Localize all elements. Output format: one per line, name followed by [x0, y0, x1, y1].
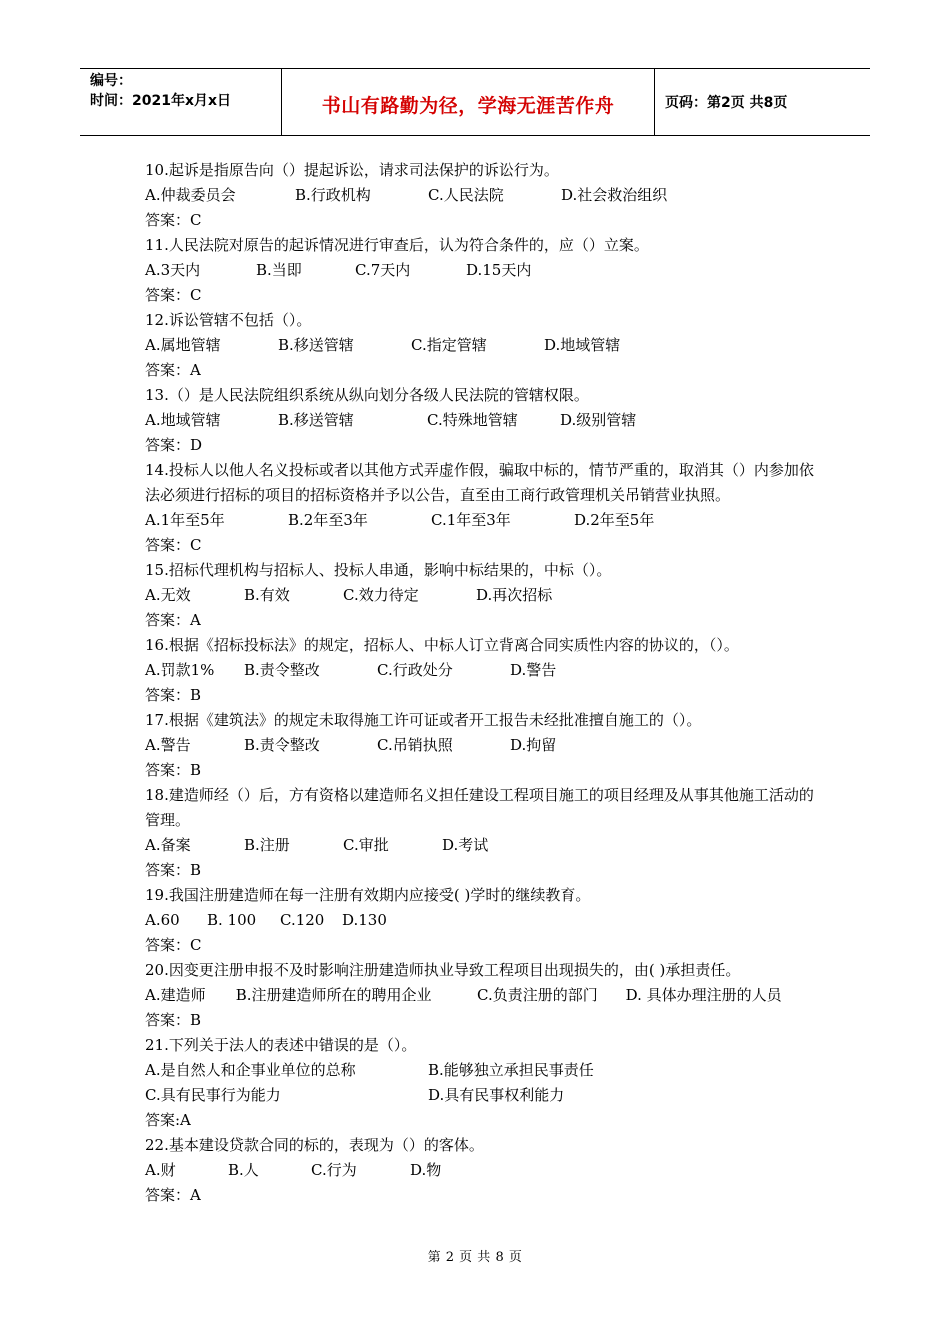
- option-row: [145, 408, 825, 433]
- header-meta: [80, 69, 282, 135]
- header-page-label: 页码：第2页 共8页: [665, 95, 788, 111]
- answer-text: 答案：C: [145, 936, 202, 954]
- option-row: [145, 658, 825, 683]
- option-d: D. 具体办理注册的人员: [625, 986, 782, 1004]
- header-motto: 书山有路勤为径，学海无涯苦作舟: [282, 69, 655, 135]
- question-text: 11.人民法院对原告的起诉情况进行审查后，认为符合条件的，应（）立案。: [145, 236, 649, 254]
- option-b: B.行政机构: [295, 186, 371, 204]
- option-row: [145, 983, 825, 1008]
- question-text: 13.（）是人民法院组织系统从纵向划分各级人民法院的管辖权限。: [145, 386, 589, 404]
- option-b: B.移送管辖: [278, 411, 354, 429]
- option-c: C.效力待定: [343, 586, 419, 604]
- option-row: [145, 1083, 825, 1108]
- option-d: D.警告: [510, 661, 557, 679]
- answer-text: 答案：C: [145, 286, 202, 304]
- option-d: D.考试: [442, 836, 489, 854]
- question-text: 18.建造师经（）后，方有资格以建造师名义担任建设工程项目施工的项目经理及从事其他施工活动的管理。: [145, 786, 814, 829]
- option-a: A.罚款1%: [145, 661, 215, 679]
- answer-text: 答案：B: [145, 686, 202, 704]
- option-b: B. 100: [207, 911, 257, 929]
- option-d: D.社会救治组织: [561, 186, 668, 204]
- option-c: C.人民法院: [428, 186, 504, 204]
- option-d: D.2年至5年: [574, 511, 655, 529]
- option-c: C.负责注册的部门: [477, 986, 598, 1004]
- option-row: [145, 733, 825, 758]
- answer-text: 答案:A: [145, 1111, 191, 1129]
- option-a: A.备案: [145, 836, 191, 854]
- question-text: 19.我国注册建造师在每一注册有效期内应接受( )学时的继续教育。: [145, 886, 591, 904]
- option-b: B.注册: [244, 836, 290, 854]
- option-a: A.地域管辖: [145, 411, 221, 429]
- option-c: C.吊销执照: [377, 736, 453, 754]
- question-text: 22.基本建设贷款合同的标的，表现为（）的客体。: [145, 1136, 484, 1154]
- option-c: C.行为: [311, 1161, 357, 1179]
- answer-text: 答案：A: [145, 611, 201, 629]
- option-c: C.行政处分: [377, 661, 453, 679]
- option-c: C.7天内: [355, 261, 411, 279]
- answer-text: 答案：B: [145, 1011, 202, 1029]
- option-b: B.有效: [244, 586, 290, 604]
- time-label: 时间：2021年x月x日: [90, 93, 232, 109]
- answer-text: 答案：D: [145, 436, 203, 454]
- option-c: C.指定管辖: [411, 336, 487, 354]
- option-c: C.具有民事行为能力: [145, 1086, 281, 1104]
- number-label: 编号：: [90, 73, 132, 89]
- question-text: 21.下列关于法人的表述中错误的是（）。: [145, 1036, 417, 1054]
- question-text: 17.根据《建筑法》的规定未取得施工许可证或者开工报告未经批准擅自施工的（）。: [145, 711, 702, 729]
- question-text: 12.诉讼管辖不包括（）。: [145, 311, 312, 329]
- option-row: [145, 1158, 825, 1183]
- option-a: A.警告: [145, 736, 191, 754]
- option-row: [145, 583, 825, 608]
- option-c: C.120: [280, 911, 325, 929]
- option-row: [145, 833, 825, 858]
- question-text: 10.起诉是指原告向（）提起诉讼，请求司法保护的诉讼行为。: [145, 161, 559, 179]
- option-row: [145, 508, 825, 533]
- option-b: B.责令整改: [244, 736, 320, 754]
- question-text: 16.根据《招标投标法》的规定，招标人、中标人订立背离合同实质性内容的协议的，（）。: [145, 636, 739, 654]
- option-d: D.拘留: [510, 736, 557, 754]
- option-b: B.移送管辖: [278, 336, 354, 354]
- option-a: A.财: [145, 1161, 176, 1179]
- question-list: [145, 158, 825, 1208]
- option-a: A.60: [145, 911, 180, 929]
- document-header: [80, 68, 870, 136]
- option-d: D.级别管辖: [560, 411, 637, 429]
- option-c: C.审批: [343, 836, 389, 854]
- option-b: B.注册建造师所在的聘用企业: [235, 986, 432, 1004]
- option-row: [145, 333, 825, 358]
- option-a: A.是自然人和企事业单位的总称: [145, 1061, 356, 1079]
- option-b: B.人: [228, 1161, 259, 1179]
- option-row: [145, 183, 825, 208]
- option-row: [145, 908, 825, 933]
- option-a: A.3天内: [145, 261, 201, 279]
- option-b: B.2年至3年: [288, 511, 368, 529]
- option-b: B.责令整改: [244, 661, 320, 679]
- answer-text: 答案：C: [145, 536, 202, 554]
- answer-text: 答案：B: [145, 861, 202, 879]
- answer-text: 答案：A: [145, 1186, 201, 1204]
- option-row: [145, 258, 825, 283]
- answer-text: 答案：B: [145, 761, 202, 779]
- option-b: B.当即: [256, 261, 302, 279]
- option-c: C.1年至3年: [431, 511, 511, 529]
- option-d: D.具有民事权利能力: [428, 1086, 565, 1104]
- option-d: D.130: [342, 911, 387, 929]
- answer-text: 答案：C: [145, 211, 202, 229]
- option-d: D.再次招标: [476, 586, 553, 604]
- option-d: D.地域管辖: [544, 336, 621, 354]
- option-c: C.特殊地管辖: [427, 411, 518, 429]
- option-a: A.1年至5年: [145, 511, 225, 529]
- answer-text: 答案：A: [145, 361, 201, 379]
- option-d: D.15天内: [466, 261, 532, 279]
- option-d: D.物: [410, 1161, 442, 1179]
- question-text: 14.投标人以他人名义投标或者以其他方式弄虚作假，骗取中标的，情节严重的，取消其（）内参加依法必须进行招标的项目的招标资格并予以公告，直至由工商行政管理机关吊销营业执照。: [145, 461, 814, 504]
- question-text: 20.因变更注册申报不及时影响注册建造师执业导致工程项目出现损失的，由( )承担责任。: [145, 961, 741, 979]
- option-a: A.仲裁委员会: [145, 186, 236, 204]
- option-a: A.建造师: [145, 986, 206, 1004]
- option-row: [145, 1058, 825, 1083]
- page-footer: 第 2 页 共 8 页: [427, 1250, 523, 1265]
- question-text: 15.招标代理机构与招标人、投标人串通，影响中标结果的，中标（）。: [145, 561, 612, 579]
- option-a: A.属地管辖: [145, 336, 221, 354]
- option-b: B.能够独立承担民事责任: [428, 1061, 594, 1079]
- option-a: A.无效: [145, 586, 191, 604]
